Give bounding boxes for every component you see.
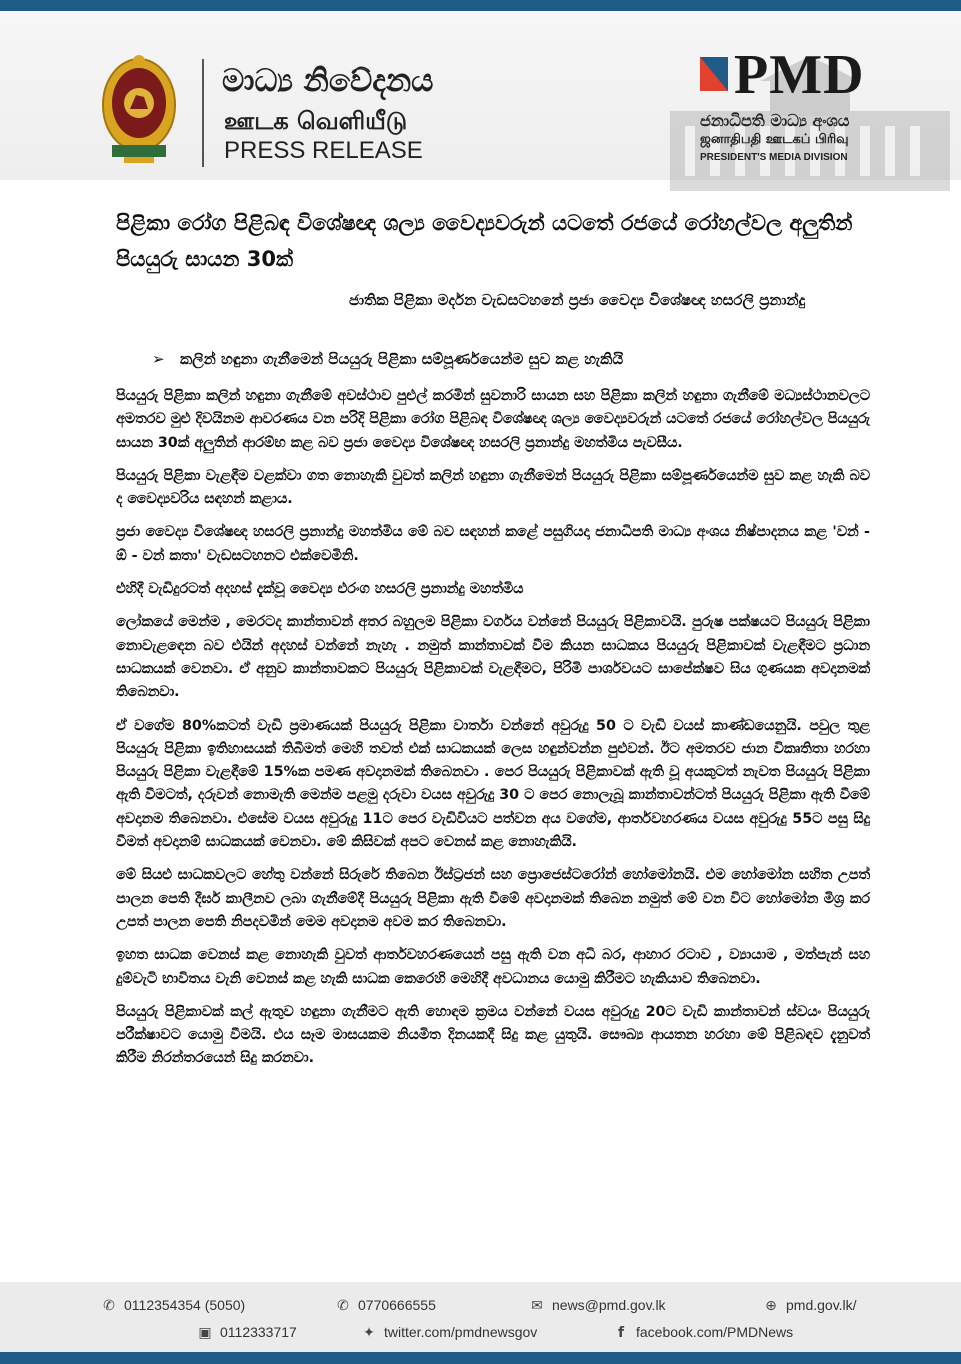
fax-number: 0112333717 xyxy=(220,1324,297,1340)
press-release-english: PRESS RELEASE xyxy=(224,137,423,164)
letterhead xyxy=(0,11,961,180)
phone-icon: ✆ xyxy=(337,1298,349,1314)
highlight-text: කලින් හඳුනා ගැනීමෙන් පියයුරු පිළිකා සම්පූර්ණයෙන්ම සුව කළ හැකියි xyxy=(180,350,624,368)
contact-phone xyxy=(100,1297,245,1314)
paragraph: ඉහත සාධක වෙනස් කළ නොහැකි වුවත් ආර්තවහරණයෙන් පසු ඇති වන අධි බර, ආහාර රටාව , ව්‍යායාම , මත්පැන් සහ දුම්වැටි භාවිතය වැනි වෙනස් කළ හැකි සාධක කෙරෙහි මෙහිදී අවධානය යොමු කිරීමට හැකියාව තිබෙනවා. xyxy=(116,947,870,987)
paragraph: ලෝකයේ මෙන්ම , මෙරටද කාන්තාවන් අතර බහුලම පිළිකා වර්ගය වන්නේ පියයුරු පිළිකාවයි. පුරුෂ පක්ෂයට පියයුරු පිළිකා නොවැළඳෙන බව එයින් අදහස් වන්නේ නැහැ . නමුත් කාන්තාවක් වීම කියන සාධකය පියයුරු පිළිකාවක් වැළඳීමට ප්‍රධාන සාධකයක් වෙනවා. ඒ අනුව කාන්තාවකට පියයුරු පිළිකාවක් වැළඳීමට, පිරිමි පාර්ශවයට සාපේක්ෂව සිය ගුණයක අවදානමක් තිබෙනවා. xyxy=(116,614,870,701)
arrow-bullet-icon: ➢ xyxy=(152,350,165,368)
email-icon: ✉ xyxy=(531,1298,543,1314)
twitter-icon: ✦ xyxy=(363,1325,375,1341)
paragraph: ප්‍රජා වෛද්‍ය විශේෂඥ හසරලි ප්‍රනාන්දු මහත්මිය මේ බව සඳහන් කළේ පසුගියදා ජනාධිපති මාධ්‍ය අංශය නිෂ්පාදනය කළ 'වන් - ඕ - වන් කතා' වැඩසටහනට එක්වෙමිනි. xyxy=(116,524,870,564)
phone-icon: ✆ xyxy=(103,1298,115,1314)
pmd-logo-mark xyxy=(700,57,728,91)
article-body xyxy=(116,385,870,1081)
website-link[interactable]: pmd.gov.lk/ xyxy=(786,1297,857,1313)
email-address[interactable]: news@pmd.gov.lk xyxy=(552,1297,666,1313)
fax-icon: ▣ xyxy=(198,1325,212,1341)
division-name-english: PRESIDENT'S MEDIA DIVISION xyxy=(700,152,848,163)
phone-number: 0112354354 (5050) xyxy=(124,1297,246,1313)
highlight-item xyxy=(152,350,852,368)
top-border-bar xyxy=(0,0,961,11)
mobile-number: 0770666555 xyxy=(358,1297,436,1313)
national-emblem-logo xyxy=(100,53,178,165)
article-headline: පිළිකා රෝග පිළිබඳ විශේෂඥ ශල්‍ය වෛද්‍යවරුන් යටතේ රජයේ රෝහල්වල අලුතින් පියයුරු සායන 30ක් xyxy=(116,211,853,271)
contact-website xyxy=(762,1297,857,1314)
header-divider xyxy=(202,59,204,167)
facebook-icon: f xyxy=(617,1325,625,1341)
contact-fax xyxy=(196,1324,297,1341)
contact-footer xyxy=(0,1282,961,1352)
division-name-sinhala: ජනාධිපති මාධ්‍ය අංශය xyxy=(700,111,850,130)
press-release-sinhala: මාධ්‍ය නිවේදනය xyxy=(222,63,434,99)
contact-twitter xyxy=(360,1324,537,1341)
pmd-logo-text: PMD xyxy=(734,44,865,106)
globe-icon: ⊕ xyxy=(765,1298,777,1314)
twitter-link[interactable]: twitter.com/pmdnewsgov xyxy=(384,1324,538,1340)
paragraph: පියයුරු පිළිකා වැළඳීම වළක්වා ගත නොහැකි වුවත් කලින් හඳුනා ගැනීමෙන් පියයුරු පිළිකා සම්පූර්ණයෙන්ම සුව කළ හැකි බව ද වෛද්‍යවරිය සඳහන් කළාය. xyxy=(116,467,870,508)
facebook-link[interactable]: facebook.com/PMDNews xyxy=(636,1324,794,1340)
paragraph: එහිදී වැඩිදුරටත් අදහස් දැක්වූ වෛද්‍ය එරංග හසරලි ප්‍රනාන්දු මහත්මිය xyxy=(116,581,524,598)
article-byline: ජාතික පිළිකා මර්දන වැඩසටහනේ ප්‍රජා වෛද්‍ය විශේෂඥ හසරලි ප්‍රනාන්දු xyxy=(349,291,806,309)
paragraph: පියයුරු පිළිකාවක් කල් ඇතුව හඳුනා ගැනීමට ඇති හොඳම ක්‍රමය වන්නේ වයස අවුරුදු 20ට වැඩි කාන්තාවන් ස්වයං පියයුරු පරීක්ෂාවට යොමු වීමයි. එය සෑම මාසයකම නියමිත දිනයකදී සිදු කළ යුතුයි. සෞඛ්‍ය ආයතන හරහා මේ පිළිබඳව දැනුවත් කිරීම නිරන්තරයෙන් සිදු කරනවා. xyxy=(116,1003,870,1067)
bottom-border-bar xyxy=(0,1352,961,1364)
division-name-tamil: ஜனாதிபதி ஊடகப் பிரிவு xyxy=(700,132,849,147)
paragraph: පියයුරු පිළිකා කලින් හඳුනා ගැනීමේ අවස්ථාව පුළුල් කරමින් සුවනාරි සායන සහ පිළිකා කලින් හඳුනා ගැනීමේ මධ්‍යස්ථානවලට අමතරව මුළු දිවයිනම ආවරණය වන පරිදි පිළිකා රෝග පිළිබඳ විශේෂඥ ශල්‍ය වෛද්‍යවරුන් යටතේ රජයේ රෝහල්වල පියයුරු සායන 30ක් අලුතින් ආරම්භ කළ බව ප්‍රජා වෛද්‍ය විශේෂඥ හසරලි ප්‍රනාන්දු මහත්මිය පැවසීය. xyxy=(116,388,870,451)
contact-email xyxy=(528,1297,666,1314)
contact-facebook xyxy=(612,1324,793,1341)
press-release-tamil: ஊடக வெளியீடு xyxy=(224,107,408,135)
contact-mobile xyxy=(334,1297,436,1314)
paragraph: ඒ වගේම 80%කටත් වැඩි ප්‍රමාණයක් පියයුරු පිළිකා වාර්තා වන්නේ අවුරුදු 50 ට වැඩි වයස් කාණ්ඩයෙනුයි. පවුල තුළ පියයුරු පිළිකා ඉතිහාසයක් තිබීමත් මෙහි තවත් එක් සාධකයක් ලෙස හඳුන්වන්න පුළුවන්. ඊට අමතරව ජාන විකෘතිතා හරහා පියයුරු පිළිකා වැළඳීමේ 15%ක පමණ අවදානමක් තිබෙනවා . පෙර පියයුරු පිළිකාවක් ඇති වූ අයකුටත් නැවත පියයුරු පිළිකා ඇති වීමටත්, දරුවන් නොමැති මෙන්ම පළමු දරුවා වයස අවුරුදු 30 ට පෙර නොලැබූ කාන්තාවන්ටත් පියයුරු පිළිකා ඇති වීමේ අවදානම තිබෙනවා. එසේම වයස අවුරුදු 11ට පෙර වැඩිවියට පත්වන අය වගේම, ආර්තවහරණය වයස අවුරුදු 55ට පසු සිදු වීමත් අවදානම් සාධකයක් වෙනවා. මේ කිසිවක් අපට වෙනස් කළ නොහැකියි. xyxy=(116,717,870,851)
paragraph: මේ සියළු සාධකවලට හේතු වන්නේ සිරුරේ තිබෙන ඊස්ට්‍රජන් සහ ප්‍රොජෙස්ටරෝන් හෝමෝනයි. එම හෝමෝන සහිත උපත් පාලන පෙති දීර්ඝ කාලීනව ලබා ගැනීමේදී පියයුරු පිළිකා ඇති වීමේ අවදානමක් තිබෙන නමුත් මේ වන විට හෝමෝන මිශ්‍ර කර උපත් පාලන පෙති නිපදවමින් මෙම අවදානම අවම කර තිබෙනවා. xyxy=(116,867,870,930)
